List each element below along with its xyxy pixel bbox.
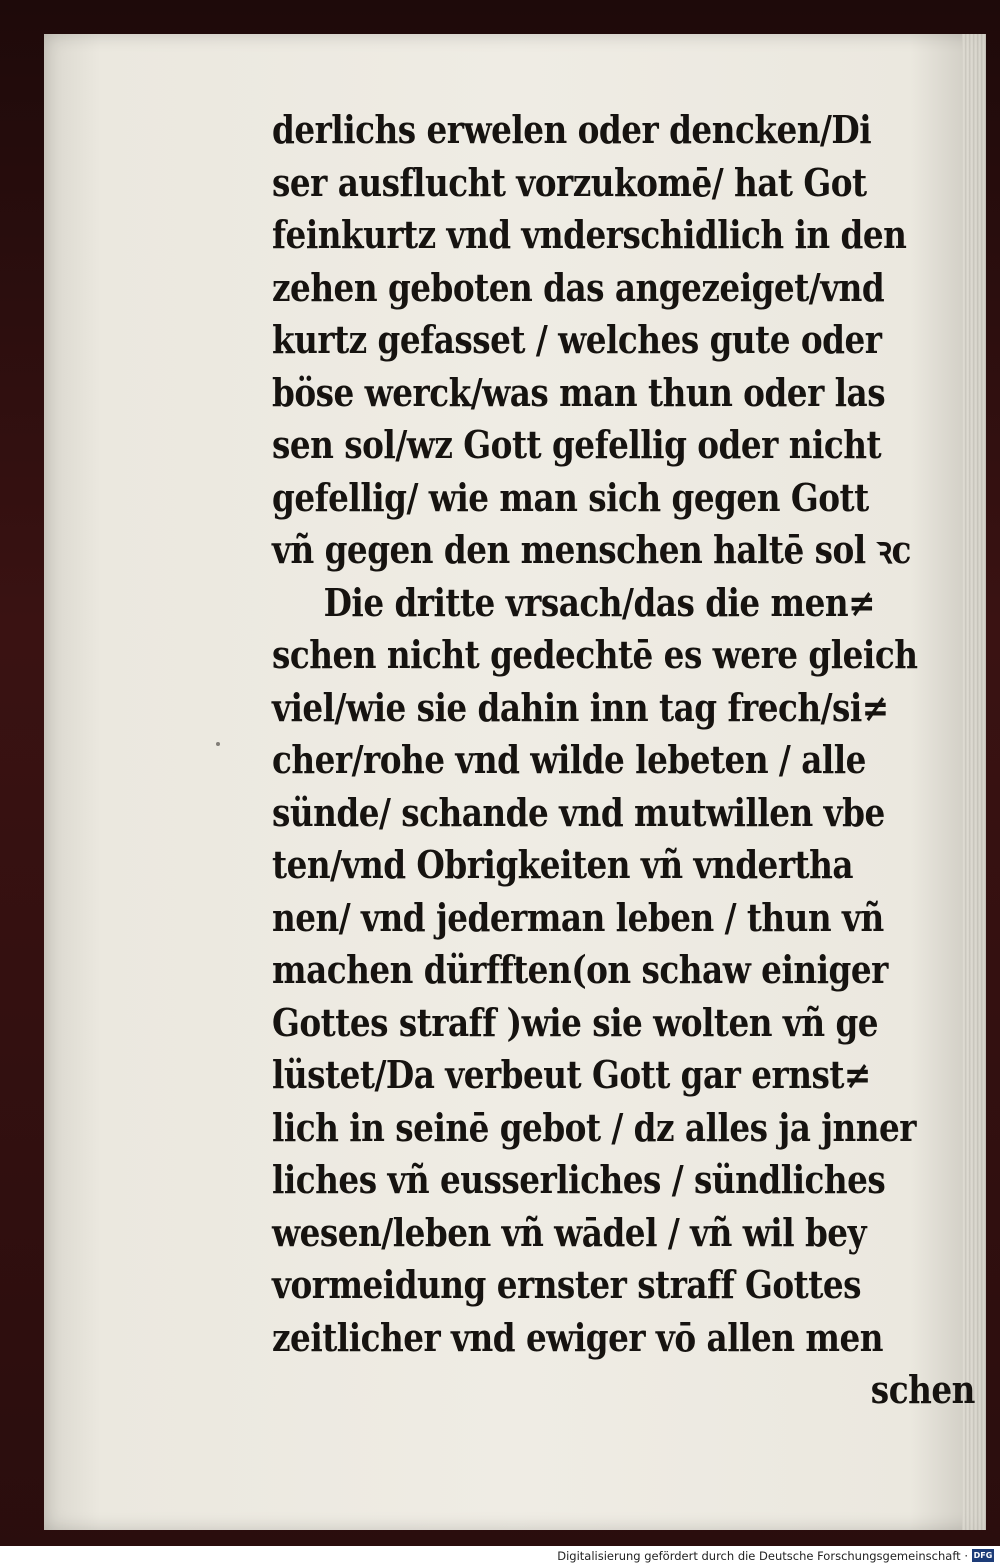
- page-text: [272, 104, 980, 1417]
- text-line: cher/rohe vnd wilde lebeten / alle: [272, 737, 866, 782]
- paragraph-start-line: Die dritte vrsach/das die men≠: [323, 579, 876, 625]
- text-line: sen sol/wz Gott gefellig oder nicht: [272, 422, 882, 467]
- ink-speck: [216, 742, 220, 746]
- text-line: nen/ vnd jederman leben / thun vñ: [272, 894, 884, 940]
- text-line: derlichs erwelen oder dencken/Di: [272, 107, 872, 152]
- text-line: böse werck/was man thun oder las: [272, 369, 886, 415]
- text-line: sünde/ schande vnd mutwillen vbe: [272, 789, 885, 835]
- text-line: ten/vnd Obrigkeiten vñ vndertha: [272, 842, 854, 887]
- text-line: kurtz gefasset / welches gute oder: [272, 317, 882, 362]
- text-line: vormeidung ernster straff Gottes: [272, 1262, 862, 1307]
- catchword: schen: [870, 1367, 975, 1412]
- text-line: zeitlicher vnd ewiger vō allen men: [272, 1314, 883, 1360]
- text-line: liches vñ eusserliches / sündliches: [272, 1157, 886, 1202]
- text-line: vñ gegen den menschen haltē sol ꝛc: [272, 527, 911, 572]
- dfg-logo-icon: DFG: [973, 1551, 993, 1560]
- text-line: lüstet/Da verbeut Gott gar ernst≠: [272, 1052, 871, 1097]
- text-line: gefellig/ wie man sich gegen Gott: [272, 474, 869, 520]
- text-line: zehen geboten das angezeiget/vnd: [272, 264, 885, 310]
- text-line: wesen/leben vñ wādel / vñ wil bey: [272, 1209, 867, 1255]
- text-line: ser ausflucht vorzukomē/ hat Got: [272, 159, 867, 205]
- text-line: feinkurtz vnd vnderschidlich in den: [272, 212, 907, 257]
- text-line: lich in seinē gebot / dz alles ja jnner: [272, 1104, 916, 1150]
- text-line: viel/wie sie dahin inn tag frech/si≠: [272, 684, 889, 730]
- text-line: Gottes straff )wie sie wolten vñ ge: [272, 999, 879, 1045]
- text-line: schen nicht gedechtē es were gleich: [272, 632, 918, 677]
- text-line: machen dürfften(on schaw einiger: [272, 947, 888, 992]
- digitization-credit: Digitalisierung gefördert durch die Deutsche Forschungsgemeinschaft ·: [557, 1549, 968, 1563]
